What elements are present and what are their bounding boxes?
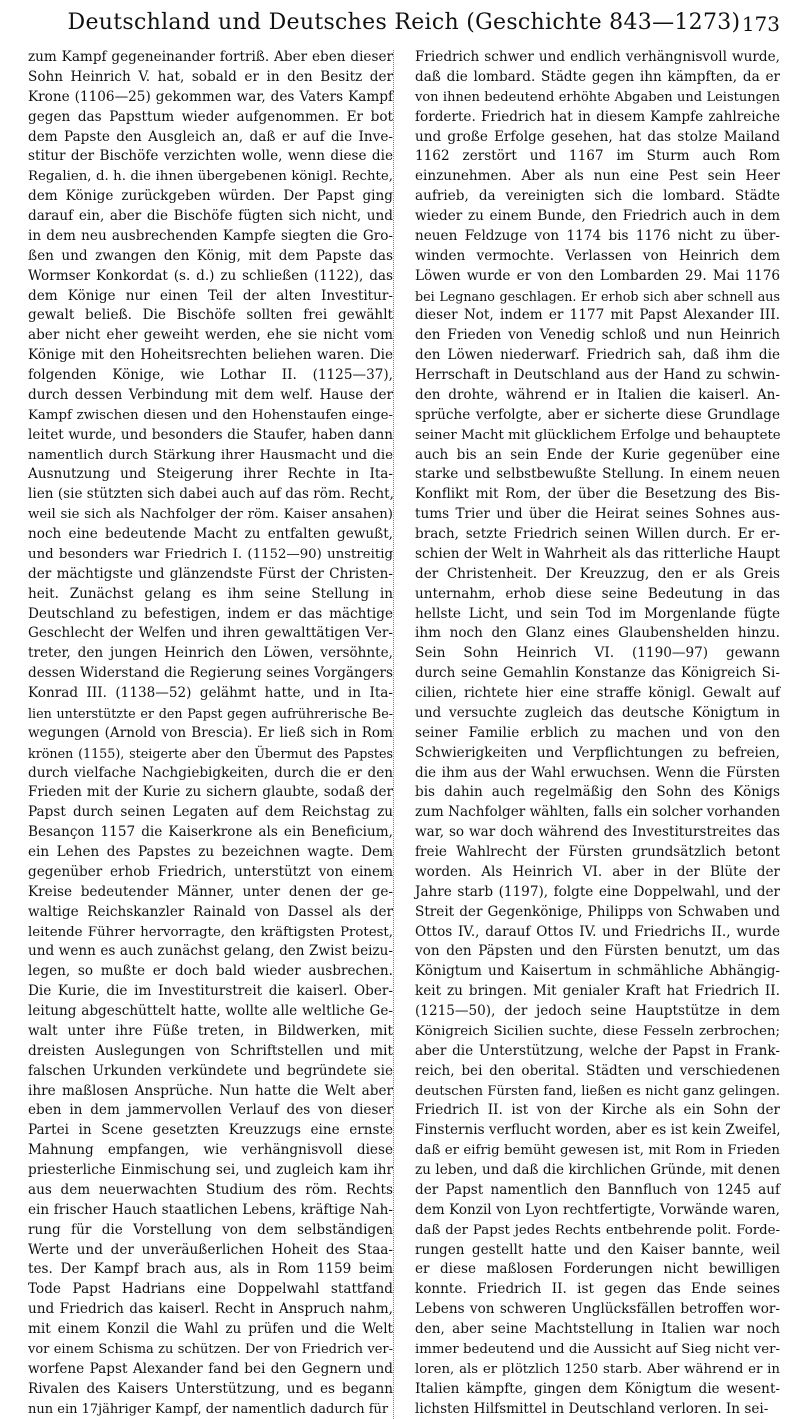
text-line: der Christenheit. Der Kreuzzug, den er als Greis [415, 565, 780, 585]
text-line: stitur der Bischöfe verzichten wolle, wenn diese die [28, 147, 393, 167]
text-line: Finsternis verflucht worden, aber es ist kein Zweifel, [415, 1121, 780, 1141]
text-line: falschen Urkunden verkündete und begründete sie [28, 1062, 393, 1082]
text-line: dem Papste den Ausgleich an, daß er auf die Inve- [28, 128, 393, 148]
text-line: durch seine Gemahlin Konstanze das Königreich Si- [415, 664, 780, 684]
text-line: Wormser Konkordat (s. d.) zu schließen (1122), das [28, 267, 393, 287]
text-line: wegungen (Arnold von Brescia). Er ließ sich in Rom [28, 724, 393, 744]
text-line: lien unterstützte er den Papst gegen aufrührerische Be- [28, 704, 393, 724]
text-line: und große Erfolge gesehen, hat das stolze Mailand [415, 128, 780, 148]
text-line: ßen und zwangen den König, mit dem Papste das [28, 247, 393, 267]
text-line: wieder zu einem Bunde, den Friedrich auch in dem [415, 207, 780, 227]
text-line: leitet wurde, und besonders die Staufer, haben dann [28, 426, 393, 446]
text-line: aber nicht eher geweiht werden, ehe sie nicht vom [28, 326, 393, 346]
text-line: zum Kampf gegeneinander fortriß. Aber eben dieser [28, 48, 393, 68]
text-line: Herrschaft in Deutschland aus der Hand zu schwin- [415, 366, 780, 386]
text-line: und Friedrich das kaiserl. Recht in Anspruch nahm, [28, 1300, 393, 1320]
text-line: konnte. Friedrich II. ist gegen das Ende seines [415, 1280, 780, 1300]
text-line: gegen das Papsttum wieder aufgenommen. Er bot [28, 108, 393, 128]
text-line: Königreich Sicilien suchte, diese Fesseln zerbrochen; [415, 1022, 780, 1042]
text-line: cilien, richtete hier eine straffe königl. Gewalt auf [415, 684, 780, 704]
text-line: ein Lehen des Papstes zu bezeichnen wagte. Dem [28, 843, 393, 863]
text-line: Streit der Gegenkönige, Philipps von Schwaben und [415, 903, 780, 923]
text-line: die ihm aus der Wahl erwuchsen. Wenn die Fürsten [415, 764, 780, 784]
text-line: dieser Not, indem er 1177 mit Papst Alexander III. [415, 306, 780, 326]
text-line: aber die Unterstützung, welche der Papst in Frank- [415, 1042, 780, 1062]
text-line: leitende Führer hervorragte, den kräftigsten Protest, [28, 923, 393, 943]
text-line: er diese maßlosen Forderungen nicht bewilligen [415, 1260, 780, 1280]
text-line: treter, den jungen Heinrich den Löwen, versöhnte, [28, 644, 393, 664]
text-line: hellste Licht, und sein Tod im Morgenlande fügte [415, 605, 780, 625]
text-line: in dem neu ausbrechenden Kampfe siegten die Gro- [28, 227, 393, 247]
text-line: Frieden mit der Kurie zu sichern glaubte, sodaß der [28, 783, 393, 803]
text-line: keit zu bringen. Mit genialer Kraft hat Friedrich II. [415, 982, 780, 1002]
text-line: durch vielfache Nachgiebigkeiten, durch die er den [28, 764, 393, 784]
text-line: auch bis an sein Ende der Kurie gegenüber eine [415, 446, 780, 466]
text-line: bis dahin auch regelmäßig den Sohn des Königs [415, 783, 780, 803]
text-line: ihm noch den Glanz eines Glaubenshelden hinzu. [415, 624, 780, 644]
text-line: tes. Der Kampf brach aus, als in Rom 1159 beim [28, 1260, 393, 1280]
text-line: krönen (1155), steigerte aber den Übermut des Papstes [28, 744, 393, 764]
text-line: Kampf zwischen diesen und den Hohenstaufen einge- [28, 406, 393, 426]
text-line: der mächtigste und glänzendste Fürst der Christen- [28, 565, 393, 585]
text-line: von ihnen bedeutend erhöhte Abgaben und Leistungen [415, 88, 780, 108]
text-line: aus dem neuerwachten Studium des röm. Rechts [28, 1181, 393, 1201]
text-line: Krone (1106—25) gekommen war, des Vaters Kampf [28, 88, 393, 108]
text-line: rung für die Vorstellung von dem selbständigen [28, 1221, 393, 1241]
text-line: Könige mit den Hoheitsrechten beliehen waren. Die [28, 346, 393, 366]
text-line: dreisten Auslegungen von Schriftstellen und mit [28, 1042, 393, 1062]
text-line: einzunehmen. Aber als nun eine Pest sein Heer [415, 167, 780, 187]
text-line: Die Kurie, die im Investiturstreit die kaiserl. Ober- [28, 982, 393, 1002]
text-line: Sein Sohn Heinrich VI. (1190—97) gewann [415, 644, 780, 664]
text-line: dem Könige zurückgeben würden. Der Papst ging [28, 187, 393, 207]
text-line: zum Nachfolger wählten, falls ein solcher vorhanden [415, 803, 780, 823]
text-line: leitung abgeschüttelt hatte, wollte alle weltliche Ge- [28, 1002, 393, 1022]
page-number: 173 [742, 12, 780, 36]
text-line: und besonders war Friedrich I. (1152—90) unstreitig [28, 545, 393, 565]
text-line: seiner Familie erblich zu machen und von den [415, 724, 780, 744]
text-line: lien (sie stützten sich dabei auch auf das röm. Recht, [28, 485, 393, 505]
text-line: den Löwen niederwarf. Friedrich sah, daß ihm die [415, 346, 780, 366]
text-line: lichsten Hilfsmittel in Deutschland verloren. In sei- [415, 1400, 780, 1419]
text-line: Königtum und Kaisertum in schmähliche Abhängig- [415, 962, 780, 982]
text-line: heit. Zunächst gelang es ihm seine Stellung in [28, 585, 393, 605]
text-line: forderte. Friedrich hat in diesem Kampfe zahlreiche [415, 108, 780, 128]
text-line: daß die lombard. Städte gegen ihn kämpften, da er [415, 68, 780, 88]
text-line: zu leben, und daß die kirchlichen Gründe, mit denen [415, 1161, 780, 1181]
text-line: dem Könige nur einen Teil der alten Investitur- [28, 287, 393, 307]
text-line: vor einem Schisma zu schützen. Der von Friedrich ver- [28, 1340, 393, 1360]
text-line: neuen Feldzuge von 1174 bis 1176 nicht zu über- [415, 227, 780, 247]
text-line: namentlich durch Stärkung ihrer Hausmacht und die [28, 446, 393, 466]
text-line: reich, bei den oberital. Städten und verschiedenen [415, 1062, 780, 1082]
text-line: Konrad III. (1138—52) gelähmt hatte, und in Ita- [28, 684, 393, 704]
text-line: Mahnung empfangen, wie verhängnisvoll diese [28, 1141, 393, 1161]
text-line: Kreise bedeutender Männer, unter denen der ge- [28, 883, 393, 903]
text-line: priesterliche Einmischung sei, und zugleich kam ihr [28, 1161, 393, 1181]
text-line: Friedrich II. ist von der Kirche als ein Sohn der [415, 1101, 780, 1121]
text-line: ein frischer Hauch staatlichen Lebens, kräftige Nah- [28, 1201, 393, 1221]
text-line: Lebens von schweren Unglücksfällen betroffen wor- [415, 1300, 780, 1320]
text-line: winden vermochte. Verlassen von Heinrich dem [415, 247, 780, 267]
text-line: eben in dem jammervollen Verlauf des von dieser [28, 1101, 393, 1121]
text-line: gewalt beließ. Die Bischöfe sollten frei gewählt [28, 306, 393, 326]
text-line: Löwen wurde er von den Lombarden 29. Mai 1176 [415, 267, 780, 287]
text-line: daß er eifrig bemüht gewesen ist, mit Rom in Frieden [415, 1141, 780, 1161]
text-line: 1162 zerstört und 1167 im Sturm auch Rom [415, 147, 780, 167]
text-line: noch eine bedeutende Macht zu entfalten gewußt, [28, 525, 393, 545]
text-line: Jahre starb (1197), folgte eine Doppelwahl, und der [415, 883, 780, 903]
text-line: gegenüber erhob Friedrich, unterstützt von einem [28, 863, 393, 883]
text-line: Italien kämpfte, gingen dem Königtum die wesent- [415, 1380, 780, 1400]
text-line: worfene Papst Alexander fand bei den Gegnern und [28, 1360, 393, 1380]
right-column [415, 48, 780, 1419]
text-line: Deutschland zu befestigen, indem er das mächtige [28, 605, 393, 625]
text-line: den Frieden von Venedig schloß und nun Heinrich [415, 326, 780, 346]
two-column-body [28, 48, 780, 1419]
text-line: sprüche verfolgte, aber er sicherte diese Grundlage [415, 406, 780, 426]
text-line: bei Legnano geschlagen. Er erhob sich aber schnell aus [415, 287, 780, 307]
text-line: Partei in Scene gesetzten Kreuzzugs eine ernste [28, 1121, 393, 1141]
text-line: Tode Papst Hadrians eine Doppelwahl stattfand [28, 1280, 393, 1300]
text-line: Geschlecht der Welfen und ihren gewalttätigen Ver- [28, 624, 393, 644]
text-line: nun ein 17jähriger Kampf, der namentlich dadurch für [28, 1400, 393, 1419]
text-line: von den Päpsten und den Fürsten benutzt, um das [415, 942, 780, 962]
text-line: legen, so mußte er doch bald wieder ausbrechen. [28, 962, 393, 982]
text-line: Schwierigkeiten und Verpflichtungen zu befreien, [415, 744, 780, 764]
text-line: aufrieb, da vereinigten sich die lombard. Städte [415, 187, 780, 207]
text-line: der Papst namentlich den Bannfluch von 1245 auf [415, 1181, 780, 1201]
text-line: deutschen Fürsten fand, ließen es nicht ganz gelingen. [415, 1082, 780, 1102]
text-line: dessen Widerstand die Regierung seines Vorgängers [28, 664, 393, 684]
text-line: freie Wahlrecht der Fürsten grundsätzlich betont [415, 843, 780, 863]
text-line: Werte und der unveräußerlichen Hoheit des Staa- [28, 1241, 393, 1261]
text-line: Besançon 1157 die Kaiserkrone als ein Beneficium, [28, 823, 393, 843]
text-line: mit einem Konzil die Wahl zu prüfen und die Welt [28, 1320, 393, 1340]
running-header [28, 10, 780, 48]
text-line: ihre maßlosen Ansprüche. Nun hatte die Welt aber [28, 1082, 393, 1102]
text-line: Friedrich schwer und endlich verhängnisvoll wurde, [415, 48, 780, 68]
text-line: und versuchte zugleich das deutsche Königtum in [415, 704, 780, 724]
text-line: den, aber seine Machtstellung in Italien war noch [415, 1320, 780, 1340]
text-line: tums Trier und über die Heirat seines Sohnes aus- [415, 505, 780, 525]
text-line: war, so war doch während des Investiturstreites das [415, 823, 780, 843]
text-line: walt unter ihre Füße treten, in Bildwerken, mit [28, 1022, 393, 1042]
text-line: Papst durch seinen Legaten auf dem Reichstag zu [28, 803, 393, 823]
text-line: weil sie sich als Nachfolger der röm. Kaiser ansahen) [28, 505, 393, 525]
text-line: unternahm, erhob diese seine Bedeutung in das [415, 585, 780, 605]
text-line: Ausnutzung und Steigerung ihrer Rechte in Ita- [28, 465, 393, 485]
text-line: und wenn es auch zunächst gelang, den Zwist beizu- [28, 942, 393, 962]
text-line: starke und selbstbewußte Stellung. In einem neuen [415, 465, 780, 485]
text-line: schien der Welt in Wahrheit als das ritterliche Haupt [415, 545, 780, 565]
text-line: dem Konzil von Lyon rechtfertigte, Vorwände waren, [415, 1201, 780, 1221]
text-line: daß der Papst jedes Rechts entbehrende polit. Forde- [415, 1221, 780, 1241]
left-column [28, 48, 393, 1419]
text-line: darauf ein, aber die Bischöfe fügten sich nicht, und [28, 207, 393, 227]
text-line: (1215—50), der jedoch seine Hauptstütze in dem [415, 1002, 780, 1022]
text-line: folgenden Könige, wie Lothar II. (1125—37), [28, 366, 393, 386]
text-line: Regalien, d. h. die ihnen übergebenen königl. Rechte, [28, 167, 393, 187]
text-line: den drohte, während er in Italien die kaiserl. An- [415, 386, 780, 406]
text-line: immer bedeutend und die Aussicht auf Sieg nicht ver- [415, 1340, 780, 1360]
text-line: seiner Macht mit glücklichem Erfolge und behauptete [415, 426, 780, 446]
text-line: worden. Als Heinrich VI. aber in der Blüte der [415, 863, 780, 883]
text-line: Rivalen des Kaisers Unterstützung, und es begann [28, 1380, 393, 1400]
text-line: Konflikt mit Rom, der über die Besetzung des Bis- [415, 485, 780, 505]
text-line: Ottos IV., darauf Ottos IV. und Friedrichs II., wurde [415, 923, 780, 943]
text-line: Sohn Heinrich V. hat, sobald er in den Besitz der [28, 68, 393, 88]
running-title: Deutschland und Deutsches Reich (Geschichte 843—1273) [68, 10, 741, 35]
text-line: durch dessen Verbindung mit dem welf. Hause der [28, 386, 393, 406]
text-line: waltige Reichskanzler Rainald von Dassel als der [28, 903, 393, 923]
text-line: loren, als er plötzlich 1250 starb. Aber während er in [415, 1360, 780, 1380]
text-line: rungen gestellt hatte und den Kaiser bannte, weil [415, 1241, 780, 1261]
text-line: brach, setzte Friedrich seinen Willen durch. Er er- [415, 525, 780, 545]
